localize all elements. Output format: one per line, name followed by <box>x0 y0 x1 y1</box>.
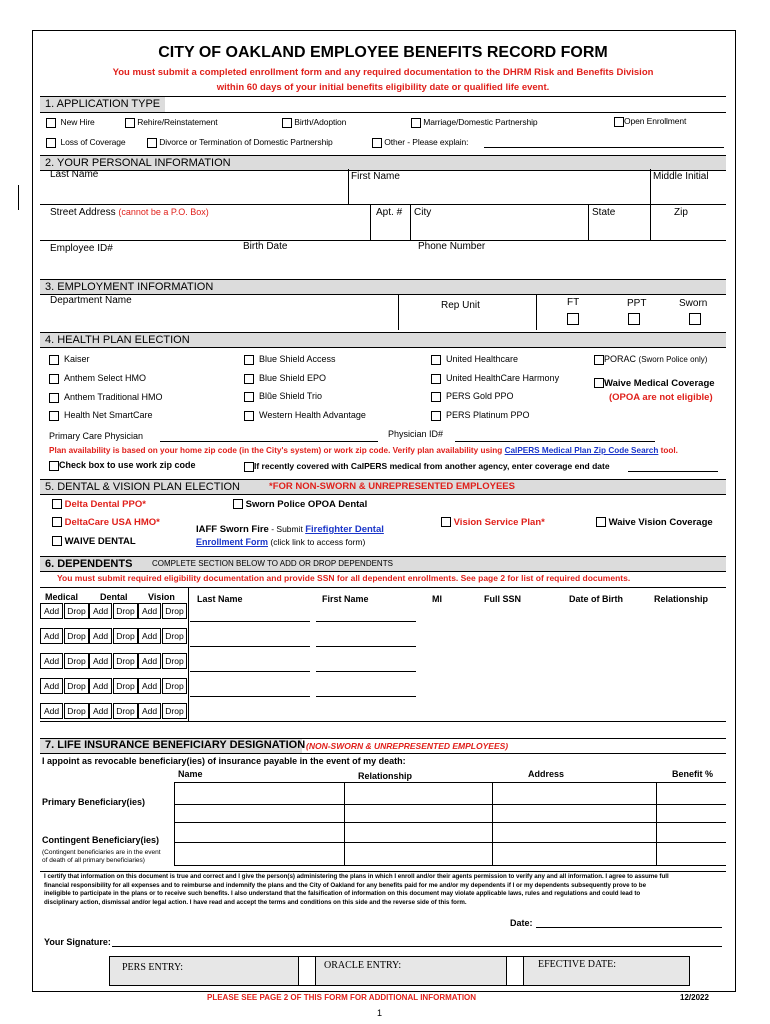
dental-drop-cell[interactable]: Drop <box>113 703 138 719</box>
plan-kaiser[interactable]: Kaiser <box>49 354 90 365</box>
city-label: City <box>414 207 432 218</box>
iaff-line-2: Enrollment Form (click link to access form) <box>196 537 366 547</box>
deltacare-checkbox[interactable] <box>52 517 62 527</box>
sec5-header-bar <box>40 479 726 495</box>
dental-add-cell[interactable]: Add <box>89 678 112 694</box>
plan-united-harmony[interactable]: United HealthCare Harmony <box>431 373 559 384</box>
ben-col-benefit: Benefit % <box>672 769 714 779</box>
anthem-trad-checkbox[interactable] <box>49 393 59 403</box>
united-harmony-checkbox[interactable] <box>431 374 441 384</box>
dependent-entry-line[interactable] <box>316 671 416 672</box>
vision-service-plan[interactable]: Vision Service Plan* <box>441 517 545 528</box>
state-label: State <box>592 207 616 218</box>
office-use-strip <box>109 956 690 986</box>
dependent-entry-line[interactable] <box>190 646 310 647</box>
dental-add-cell[interactable]: Add <box>89 603 112 619</box>
col-vision: Vision <box>148 592 175 602</box>
signature-label: Your Signature: <box>44 937 111 947</box>
footer-date: 12/2022 <box>680 993 709 1002</box>
dental-add-cell[interactable]: Add <box>89 703 112 719</box>
new-hire-checkbox[interactable] <box>46 118 56 128</box>
calpers-checkbox[interactable] <box>244 462 254 472</box>
contingent-note-2: of death of all primary beneficiaries) <box>42 857 145 864</box>
dental-drop-cell[interactable]: Drop <box>113 628 138 644</box>
middle-initial-label: Middle Initial <box>653 171 709 182</box>
page-number: 1 <box>377 1008 383 1018</box>
first-name-label: First Name <box>351 171 400 182</box>
calpers-date-line[interactable] <box>628 471 718 472</box>
loss-checkbox[interactable] <box>46 138 56 148</box>
sec6-title: 6. DEPENDENTS <box>45 558 133 570</box>
date-label: Date: <box>510 918 533 928</box>
contingent-note-1: (Contingent beneficiaries are in the event <box>42 849 161 856</box>
dental-delta-ppo[interactable]: Delta Dental PPO* <box>52 499 146 510</box>
sec6-header-bar <box>40 556 726 572</box>
dependent-entry-line[interactable] <box>316 721 416 722</box>
ppt-label: PPT <box>627 298 647 309</box>
form-title: CITY OF OAKLAND EMPLOYEE BENEFITS RECORD FORM <box>158 44 608 61</box>
sec1-header-bar <box>40 96 726 113</box>
dependent-entry-line[interactable] <box>190 721 310 722</box>
dental-add-cell[interactable]: Add <box>89 628 112 644</box>
divorce-checkbox[interactable] <box>147 138 157 148</box>
col-mi: MI <box>432 594 442 604</box>
col-relationship: Relationship <box>654 594 709 604</box>
date-line[interactable] <box>536 927 722 928</box>
sec4-title: 4. HEALTH PLAN ELECTION <box>45 334 190 346</box>
dependent-entry-line[interactable] <box>316 621 416 622</box>
enrollment-form-link[interactable]: Enrollment Form <box>196 537 269 547</box>
sec6-title-note: COMPLETE SECTION BELOW TO ADD OR DROP DEPENDENTS <box>152 559 393 568</box>
vision-drop-cell[interactable]: Drop <box>162 653 187 669</box>
effective-date-label: EFECTIVE DATE: <box>538 959 617 970</box>
work-zip-option[interactable]: Check box to use work zip code <box>49 460 196 471</box>
vision-drop-cell[interactable]: Drop <box>162 628 187 644</box>
plan-porac[interactable]: PORAC (Sworn Police only) <box>594 354 707 365</box>
ben-col-relationship: Relationship <box>358 771 413 781</box>
plan-health-net[interactable]: Health Net SmartCare <box>49 410 153 421</box>
footer-notice: PLEASE SEE PAGE 2 OF THIS FORM FOR ADDITIONAL INFORMATION <box>207 993 477 1002</box>
plan-united[interactable]: United Healthcare <box>431 354 518 365</box>
birth-date-label: Birth Date <box>243 241 288 252</box>
medical-drop-cell[interactable]: Drop <box>64 703 89 719</box>
waive-dental-checkbox[interactable] <box>52 536 62 546</box>
app-type-open[interactable]: Open Enrollment <box>614 116 686 127</box>
sec6-notice: You must submit required eligibility documentation and provide SSN for all dependent enrollments. See page 2 for list of required documents. <box>57 573 631 583</box>
pcp-line[interactable] <box>160 441 378 442</box>
medical-add-cell[interactable]: Add <box>40 653 63 669</box>
sec7-note: (NON-SWORN & UNREPRESENTED EMPLOYEES) <box>306 741 509 751</box>
plan-bs-epo[interactable]: Blue Shield EPO <box>244 373 326 384</box>
notice-line-2: within 60 days of your initial benefits eligibility date or qualified life event. <box>216 82 550 93</box>
opoa-note: (OPOA are not eligible) <box>609 392 713 403</box>
waive-vision[interactable]: Waive Vision Coverage <box>596 517 713 528</box>
plan-bs-access[interactable]: Blue Shield Access <box>244 354 336 365</box>
dental-deltacare[interactable]: DeltaCare USA HMO* <box>52 517 160 528</box>
beneficiary-grid[interactable] <box>174 782 726 865</box>
plan-bs-trio[interactable]: Blũe Shield Trio <box>244 391 322 402</box>
porac-checkbox[interactable] <box>594 355 604 365</box>
open-enrollment-checkbox[interactable] <box>614 117 624 127</box>
vision-checkbox[interactable] <box>441 517 451 527</box>
dental-add-cell[interactable]: Add <box>89 653 112 669</box>
medical-add-cell[interactable]: Add <box>40 603 63 619</box>
ppt-checkbox[interactable] <box>628 313 640 325</box>
marriage-checkbox[interactable] <box>411 118 421 128</box>
signature-line[interactable] <box>112 946 722 947</box>
medical-drop-cell[interactable]: Drop <box>64 653 89 669</box>
plan-anthem-trad[interactable]: Anthem Traditional HMO <box>49 392 163 403</box>
vision-drop-cell[interactable]: Drop <box>162 603 187 619</box>
app-type-loss[interactable]: Loss of Coverage <box>46 137 126 148</box>
last-name-label: Last Name <box>50 169 99 180</box>
medical-add-cell[interactable]: Add <box>40 703 63 719</box>
calpers-option[interactable]: If recently covered with CalPERS medical from another agency, enter coverage end date <box>244 461 610 472</box>
left-margin-mark <box>18 185 19 210</box>
physician-id-line[interactable] <box>455 441 655 442</box>
waive-dental[interactable]: WAIVE DENTAL <box>52 536 136 547</box>
sec7-header-bar <box>40 738 726 754</box>
other-checkbox[interactable] <box>372 138 382 148</box>
sec3-title: 3. EMPLOYMENT INFORMATION <box>45 281 214 293</box>
united-checkbox[interactable] <box>431 355 441 365</box>
vision-drop-cell[interactable]: Drop <box>162 703 187 719</box>
beneficiary-appoint: I appoint as revocable beneficiary(ies) of insurance payable in the event of my death: <box>42 756 406 766</box>
plan-pers-gold[interactable]: PERS Gold PPO <box>431 391 514 402</box>
ben-col-name: Name <box>178 769 203 779</box>
waive-medical-checkbox[interactable] <box>594 378 604 388</box>
app-type-rehire[interactable]: Rehire/Reinstatement <box>125 117 217 128</box>
plan-pers-platinum[interactable]: PERS Platinum PPO <box>431 410 530 421</box>
street-label: Street Address (cannot be a P.O. Box) <box>50 207 209 218</box>
sec5-title: 5. DENTAL & VISION PLAN ELECTION <box>45 481 240 493</box>
employee-id-label: Employee ID# <box>50 243 113 254</box>
iaff-sworn-fire: IAFF Sworn Fire - Submit Firefighter Dental <box>196 524 384 535</box>
ft-checkbox[interactable] <box>567 313 579 325</box>
personal-info-grid <box>40 169 726 267</box>
kaiser-checkbox[interactable] <box>49 355 59 365</box>
pers-entry-label: PERS ENTRY: <box>122 962 184 973</box>
western-checkbox[interactable] <box>244 411 254 421</box>
certification-text: I certify that information on this document is true and correct and I give the person(s) administering the plans in which I enroll and/or their agents permission to verify any and all information. I agree to assume full financial responsibility for all expenses and to reimburse and indemnify the plans and the City of Oakland for any benefits paid for me and/or my dependents if I or my dependents subsequently prove to be ineligible to participate in the plans or to receive such benefits. I also understand that the falsification of information on this document may violate applicable laws, rules and regulations and could lead to disciplinary action, dismissal and/or legal action. I have read and accept the terms and conditions on this side and the reverse side of this form. <box>44 873 669 906</box>
col-first-name: First Name <box>322 594 369 604</box>
pers-platinum-checkbox[interactable] <box>431 411 441 421</box>
bs-access-checkbox[interactable] <box>244 355 254 365</box>
sworn-opoa-checkbox[interactable] <box>233 499 243 509</box>
dependent-entry-line[interactable] <box>316 696 416 697</box>
department-label: Department Name <box>50 295 132 306</box>
col-dental: Dental <box>100 592 128 602</box>
bs-trio-checkbox[interactable] <box>244 392 254 402</box>
app-type-new-hire[interactable]: New Hire <box>46 117 95 128</box>
pers-gold-checkbox[interactable] <box>431 392 441 402</box>
ben-col-address: Address <box>528 769 565 779</box>
dental-drop-cell[interactable]: Drop <box>113 653 138 669</box>
plan-anthem-select[interactable]: Anthem Select HMO <box>49 373 146 384</box>
bs-epo-checkbox[interactable] <box>244 374 254 384</box>
rehire-checkbox[interactable] <box>125 118 135 128</box>
waive-vision-checkbox[interactable] <box>596 517 606 527</box>
birth-checkbox[interactable] <box>282 118 292 128</box>
sec4-header-bar <box>40 332 726 348</box>
sec5-note: *FOR NON-SWORN & UNREPRESENTED EMPLOYEES <box>269 481 515 492</box>
physician-id-label: Physician ID# <box>388 429 444 439</box>
pcp-label: Primary Care Physician <box>49 431 144 441</box>
dental-drop-cell[interactable]: Drop <box>113 678 138 694</box>
delta-ppo-checkbox[interactable] <box>52 499 62 509</box>
anthem-select-checkbox[interactable] <box>49 374 59 384</box>
col-medical: Medical <box>45 592 79 602</box>
notice-line-1: You must submit a completed enrollment form and any required documentation to the DHRM Risk and Benefits Division <box>112 67 654 78</box>
sec7-title: 7. LIFE INSURANCE BENEFICIARY DESIGNATION <box>45 739 306 751</box>
medical-drop-cell[interactable]: Drop <box>64 628 89 644</box>
col-ssn: Full SSN <box>484 594 522 604</box>
vision-add-cell[interactable]: Add <box>138 653 161 669</box>
medical-drop-cell[interactable]: Drop <box>64 678 89 694</box>
plan-western[interactable]: Western Health Advantage <box>244 410 366 421</box>
firefighter-dental-link[interactable]: Firefighter Dental <box>305 524 384 535</box>
col-dob: Date of Birth <box>569 594 623 604</box>
sec1-title: 1. APPLICATION TYPE <box>45 98 161 110</box>
vision-add-cell[interactable]: Add <box>138 603 161 619</box>
dental-sworn-opoa[interactable]: Sworn Police OPOA Dental <box>233 499 367 510</box>
vision-drop-cell[interactable]: Drop <box>162 678 187 694</box>
medical-add-cell[interactable]: Add <box>40 678 63 694</box>
app-type-other[interactable]: Other - Please explain: <box>372 137 468 148</box>
zip-code-search-link[interactable]: CalPERS Medical Plan Zip Code Search <box>504 446 659 455</box>
sworn-checkbox[interactable] <box>689 313 701 325</box>
medical-add-cell[interactable]: Add <box>40 628 63 644</box>
contingent-beneficiary-label: Contingent Beneficiary(ies) <box>42 835 160 845</box>
plan-waive-medical[interactable]: Waive Medical Coverage <box>594 378 715 389</box>
health-net-checkbox[interactable] <box>49 411 59 421</box>
zip-label: Zip <box>674 207 688 218</box>
other-explain-line[interactable] <box>484 147 724 148</box>
app-type-birth[interactable]: Birth/Adoption <box>282 117 346 128</box>
phone-label: Phone Number <box>418 241 486 252</box>
apt-label: Apt. # <box>376 207 403 218</box>
vision-add-cell[interactable]: Add <box>138 628 161 644</box>
dependent-entry-line[interactable] <box>316 646 416 647</box>
rep-unit-label: Rep Unit <box>441 300 480 311</box>
sworn-label: Sworn <box>679 298 708 309</box>
primary-beneficiary-label: Primary Beneficiary(ies) <box>42 797 146 807</box>
ft-label: FT <box>567 297 580 308</box>
dependent-entry-line[interactable] <box>190 671 310 672</box>
app-type-marriage[interactable]: Marriage/Domestic Partnership <box>411 117 538 128</box>
work-zip-checkbox[interactable] <box>49 461 59 471</box>
vision-add-cell[interactable]: Add <box>138 703 161 719</box>
medical-drop-cell[interactable]: Drop <box>64 603 89 619</box>
plan-availability-note: Plan availability is based on your home zip code (in the City's system) or work zip code. Verify plan availability using CalPERS Medical Plan Zip Code Search tool. <box>49 446 678 455</box>
sec3-header-bar <box>40 279 726 295</box>
dependent-entry-line[interactable] <box>190 696 310 697</box>
vision-add-cell[interactable]: Add <box>138 678 161 694</box>
app-type-divorce[interactable]: Divorce or Termination of Domestic Partnership <box>147 137 333 148</box>
oracle-entry-label: ORACLE ENTRY: <box>324 960 402 971</box>
col-last-name: Last Name <box>197 594 243 604</box>
dependent-entry-line[interactable] <box>190 621 310 622</box>
sec2-title: 2. YOUR PERSONAL INFORMATION <box>45 157 231 169</box>
dental-drop-cell[interactable]: Drop <box>113 603 138 619</box>
